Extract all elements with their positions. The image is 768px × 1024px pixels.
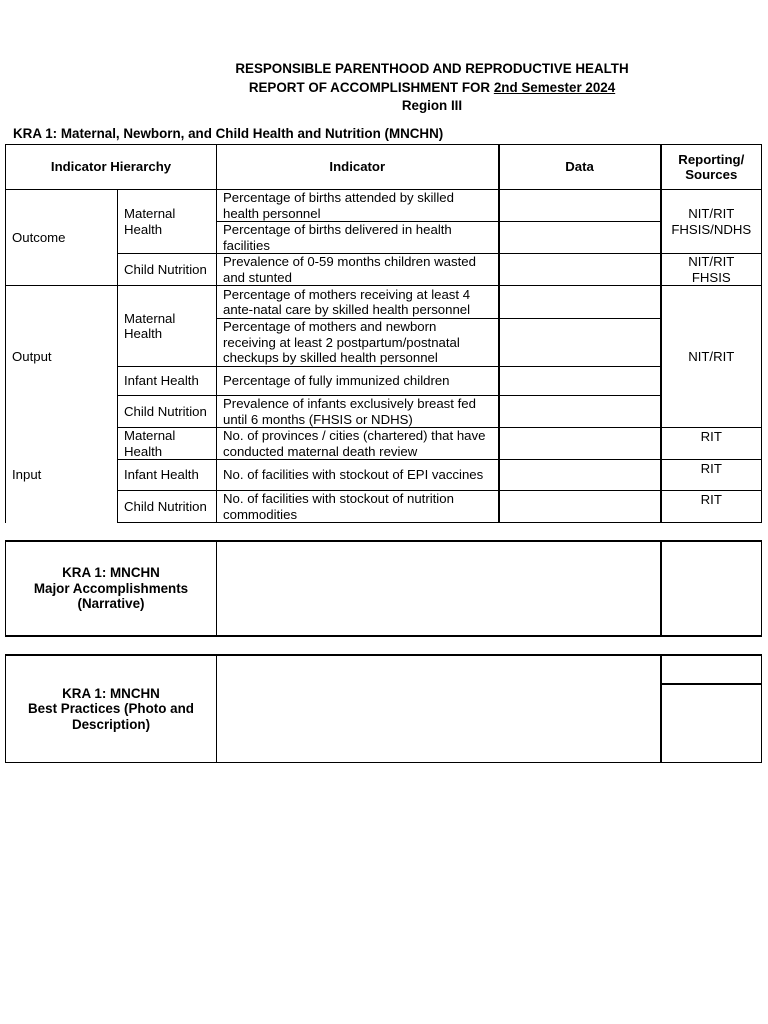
- data-cell[interactable]: [499, 190, 661, 222]
- indicator-text: No. of provinces / cities (chartered) that have conducted maternal death review: [217, 428, 499, 460]
- category-maternal-health: Maternal Health: [118, 286, 217, 367]
- best-practices-label: [6, 655, 217, 762]
- source-cell: RIT: [661, 491, 762, 523]
- hierarchy-input: Input: [6, 428, 118, 523]
- category-maternal-health: Maternal Health: [118, 428, 217, 460]
- accomplishments-side-cell[interactable]: [661, 541, 762, 636]
- category-child-nutrition: Child Nutrition: [118, 491, 217, 523]
- report-program-title: RESPONSIBLE PARENTHOOD AND REPRODUCTIVE HEALTH: [235, 61, 629, 76]
- indicator-text: Percentage of fully immunized children: [217, 367, 499, 396]
- indicator-text: Prevalence of infants exclusively breast fed until 6 months (FHSIS or NDHS): [217, 396, 499, 428]
- data-cell[interactable]: [499, 319, 661, 367]
- best-practices-kra: KRA 1: MNCHN: [62, 685, 160, 701]
- accomplishments-kra: KRA 1: MNCHN: [62, 565, 160, 581]
- indicator-text: Percentage of births delivered in health facilities: [217, 222, 499, 254]
- best-practices-title: Best Practices (Photo and: [28, 701, 194, 716]
- data-cell[interactable]: [499, 367, 661, 396]
- data-cell[interactable]: [499, 254, 661, 286]
- source-cell: NIT/RIT: [661, 286, 762, 428]
- indicator-text: No. of facilities with stockout of EPI vaccines: [217, 460, 499, 491]
- header-indicator: Indicator: [217, 145, 499, 190]
- source-cell: RIT: [661, 460, 762, 491]
- source-cell: NIT/RIT FHSIS: [661, 254, 762, 286]
- report-region: Region III: [401, 98, 463, 113]
- data-cell[interactable]: [499, 396, 661, 428]
- accomplishments-narrative-field[interactable]: [217, 541, 661, 636]
- data-cell[interactable]: [499, 491, 661, 523]
- accomplishments-label: [6, 541, 217, 636]
- indicator-table: [5, 144, 762, 523]
- best-practices-description-field[interactable]: [217, 655, 661, 762]
- report-period-prefix: REPORT OF ACCOMPLISHMENT FOR: [248, 79, 494, 95]
- report-period-line: [0, 79, 768, 98]
- category-child-nutrition: Child Nutrition: [118, 254, 217, 286]
- indicator-text: No. of facilities with stockout of nutrition commodities: [217, 491, 499, 523]
- header-data: Data: [499, 145, 661, 190]
- document-header: [0, 60, 768, 116]
- category-maternal-health: Maternal Health: [118, 190, 217, 254]
- category-infant-health: Infant Health: [118, 367, 217, 396]
- indicator-text: Percentage of mothers receiving at least 4 ante-natal care by skilled health personnel: [217, 286, 499, 319]
- accomplishments-subtitle: (Narrative): [77, 596, 145, 612]
- accomplishments-box: [5, 540, 762, 637]
- best-practices-box: [5, 654, 762, 763]
- kra-title: KRA 1: Maternal, Newborn, and Child Health and Nutrition (MNCHN): [13, 126, 444, 141]
- data-cell[interactable]: [499, 460, 661, 491]
- indicator-text: Percentage of mothers and newborn receiving at least 2 postpartum/postnatal checkups by skilled health personnel: [217, 319, 499, 367]
- indicator-text: Prevalence of 0-59 months children wasted and stunted: [217, 254, 499, 286]
- hierarchy-outcome: Outcome: [6, 190, 118, 286]
- best-practices-side-cell-top[interactable]: [661, 655, 762, 684]
- category-infant-health: Infant Health: [118, 460, 217, 491]
- best-practices-side-cell-bottom[interactable]: [661, 684, 762, 762]
- category-child-nutrition: Child Nutrition: [118, 396, 217, 428]
- source-cell: NIT/RIT FHSIS/NDHS: [661, 190, 762, 254]
- accomplishments-title: Major Accomplishments: [33, 580, 189, 596]
- header-indicator-hierarchy: Indicator Hierarchy: [6, 145, 217, 190]
- source-cell: RIT: [661, 428, 762, 460]
- data-cell[interactable]: [499, 222, 661, 254]
- indicator-text: Percentage of births attended by skilled health personnel: [217, 190, 499, 222]
- data-cell[interactable]: [499, 286, 661, 319]
- report-period: 2nd Semester 2024: [493, 79, 616, 95]
- hierarchy-output: Output: [6, 286, 118, 428]
- header-reporting-sources: Reporting/ Sources: [661, 145, 762, 190]
- best-practices-subtitle: Description): [71, 716, 151, 732]
- data-cell[interactable]: [499, 428, 661, 460]
